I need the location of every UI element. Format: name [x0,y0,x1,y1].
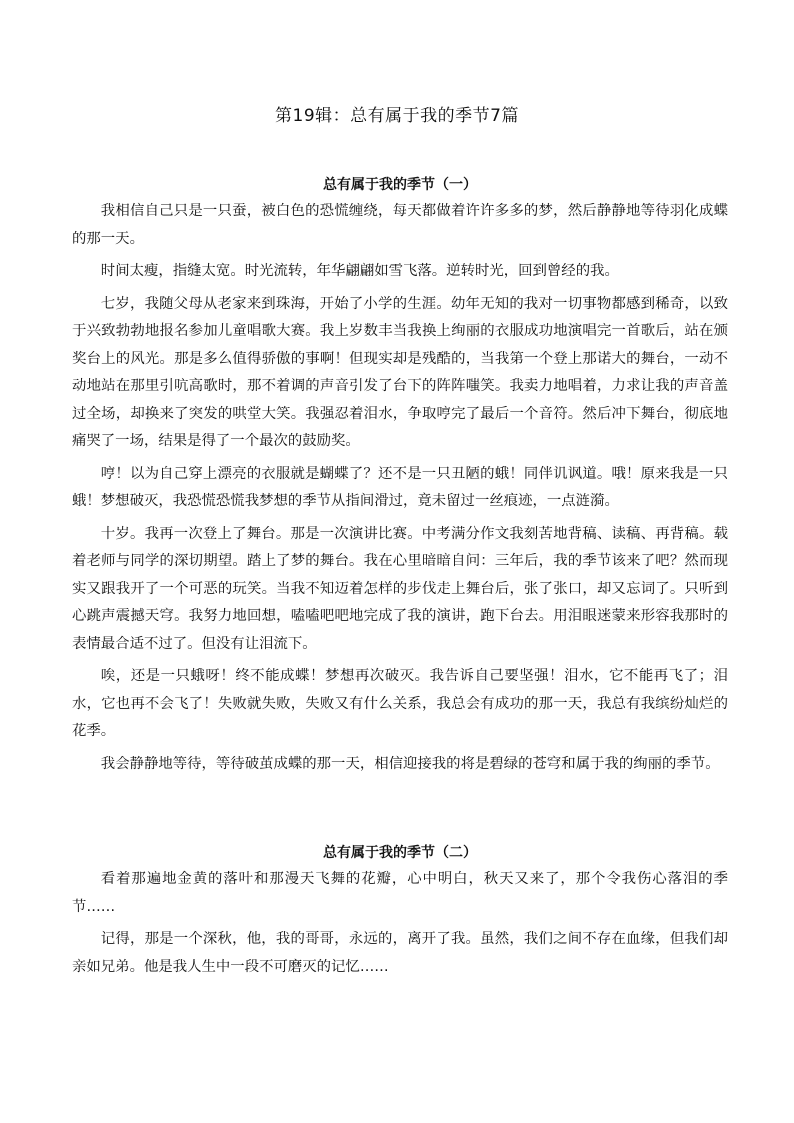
article-section-1 [72,174,728,778]
paragraph: 时间太瘦，指缝太宽。时光流转，年华翩翩如雪飞落。逆转时光，回到曾经的我。 [100,263,619,279]
paragraph: 唉，还是一只蛾呀！终不能成蝶！梦想再次破灭。我告诉自己要坚强！泪水，它不能再飞了；泪水，它也再不会飞了！失败就失败，失败又有什么关系，我总会有成功的那一天，我总有我缤纷灿烂的花季。 [72,668,728,739]
paragraph: 十岁。我再一次登上了舞台。那是一次演讲比赛。中考满分作文我刻苦地背稿、读稿、再背稿。载着老师与同学的深切期望。踏上了梦的舞台。我在心里暗暗自问：三年后，我的季节该来了吧？然而现实又跟我开了一个可恶的玩笑。当我不知迈着怎样的步伐走上舞台后，张了张口，却又忘词了。只听到心跳声震撼天穹。我努力地回想，嗑嗑吧吧地完成了我的演讲，跑下台去。用泪眼迷蒙来形容我那时的表情最合适不过了。但没有让泪流下。 [72,525,728,652]
section-heading: 总有属于我的季节（一） [323,177,477,193]
paragraph: 我相信自己只是一只蚕，被白色的恐慌缠绕，每天都做着许许多多的梦，然后静静地等待羽化成蝶的那一天。 [72,203,728,247]
paragraph: 我会静静地等待，等待破茧成蝶的那一天，相信迎接我的将是碧绿的苍穹和属于我的绚丽的季节。 [100,755,720,772]
paragraph: 七岁，我随父母从老家来到珠海，开始了小学的生涯。幼年无知的我对一切事物都感到稀奇，以致于兴致勃勃地报名参加儿童唱歌大赛。我上岁数丰当我换上绚丽的衣服成功地演唱完一首歌后，站在颁奖台上的风光。那是多么值得骄傲的事啊！但现实却是残酷的，当我第一个登上那诺大的舞台，一动不动地站在那里引吭高歌时，那不着调的声音引发了台下的阵阵嗤笑。我卖力地唱着，力求让我的声音盖过全场，却换来了突发的哄堂大笑。我强忍着泪水，争取哼完了最后一个音符。然后冲下舞台，彻底地痛哭了一场，结果是得了一个最次的鼓励奖。 [72,295,728,449]
document-title: 第19辑：总有属于我的季节7篇 [275,106,519,126]
paragraph: 记得，那是一个深秋，他，我的哥哥，永远的，离开了我。虽然，我们之间不存在血缘，但我们却亲如兄弟。他是我人生中一段不可磨灭的记忆…… [72,931,728,975]
article-section-2 [72,842,728,981]
paragraph: 哼！以为自己穿上漂亮的衣服就是蝴蝶了？还不是一只丑陋的蛾！同伴讥讽道。哦！原来我是一只蛾！梦想破灭，我恐慌恐慌我梦想的季节从指间滑过，竟未留过一丝痕迹，一点涟漪。 [72,465,728,509]
paragraph: 看着那遍地金黄的落叶和那漫天飞舞的花瓣，心中明白，秋天又来了，那个令我伤心落泪的季节…… [72,871,728,915]
section-heading: 总有属于我的季节（二） [323,845,477,861]
